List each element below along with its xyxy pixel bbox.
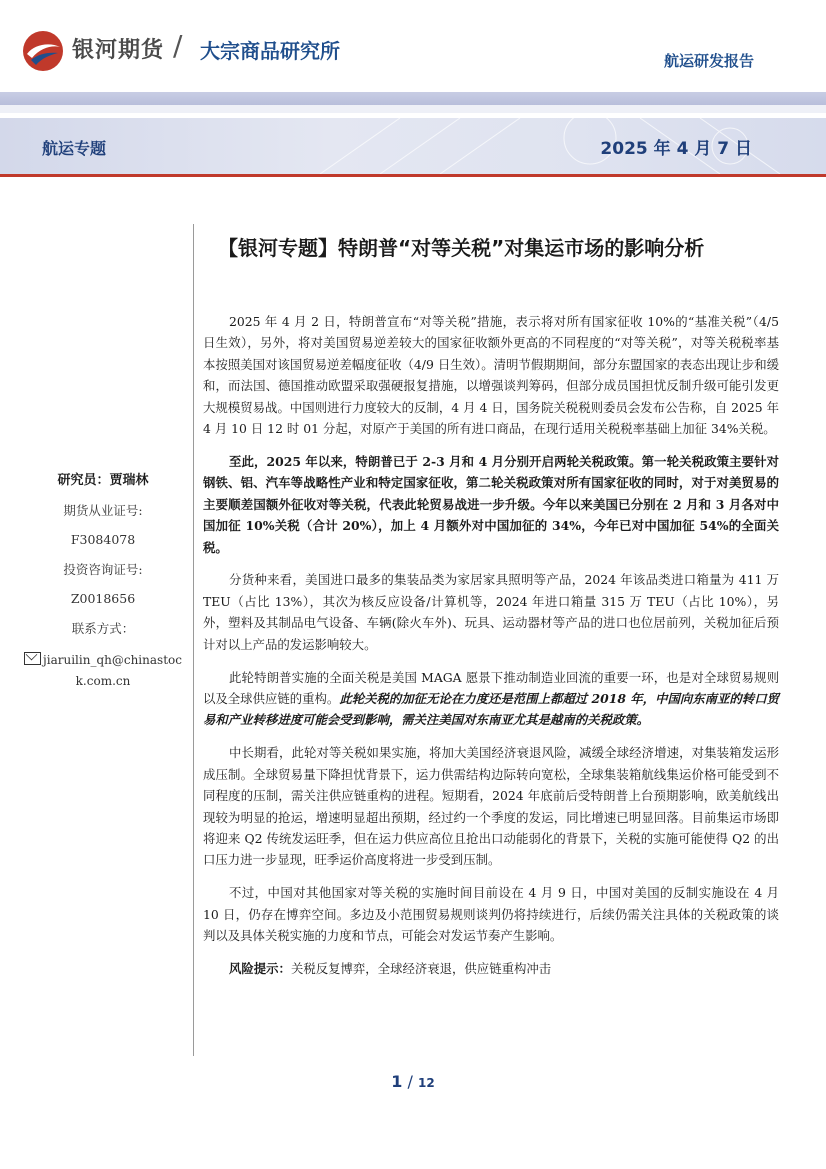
license-label: 期货从业证号: [63, 503, 143, 518]
page-current: 1 [391, 1072, 403, 1091]
report-body [203, 311, 779, 991]
column-divider [193, 224, 194, 1056]
header-stripe-light [0, 105, 826, 113]
risk-text: 关税反复博弈，全球经济衰退，供应链重构冲击 [290, 960, 552, 976]
header-stripe [0, 92, 826, 105]
risk-note [203, 958, 779, 979]
report-title: 【银河专题】特朗普“对等关税”对集运市场的影响分析 [218, 236, 705, 260]
consult-value: Z0018656 [70, 591, 136, 606]
paragraph-2: 至此，2025 年以来，特朗普已于 2-3 月和 4 月分别开启两轮关税政策。第一轮关税政策主要针对钢铁、铝、汽车等战略性产业和特定国家征收，第二轮关税政策对所有国家征收的同时，对于对美贸易的主要顺差国额外征收对等关税，代表此轮贸易战进一步升级。今年以来美国已分别在 2 月和 3 月各对中国加征 10%关税（合计 20%），加上 4 月额外对中国加征的 34%，今年已对中国加征 54%的全面关税。 [203, 453, 779, 555]
contact-label: 联系方式： [71, 621, 135, 636]
page-separator: / [407, 1072, 413, 1091]
risk-label: 风险提示： [229, 960, 291, 976]
page-total: 12 [418, 1076, 435, 1090]
paragraph-4-emphasis: 此轮关税的加征无论在力度还是范围上都超过 2018 年，中国向东南亚的转口贸易和产业转移进度可能会受到影响，需关注美国对东南亚尤其是越南的关税政策。 [203, 691, 779, 728]
paragraph-4 [203, 667, 779, 731]
paragraph-3: 分货种来看，美国进口最多的集装品类为家居家具照明等产品，2024 年该品类进口箱量为 411 万 TEU（占比 13%），其次为核反应设备/计算机等，2024 年进口箱量 315 万 TEU（占比 10%），另外，塑料及其制品电气设备、车辆(除火车外)、玩具、运动器材等产品的进口也位居前列，关税加征后预计对以上产品的发运影响较大。 [203, 572, 779, 652]
email-line-2: k.com.cn [75, 674, 131, 688]
paragraph-5: 中长期看，此轮对等关税如果实施，将加大美国经济衰退风险，减缓全球经济增速，对集装箱发运形成压制。全球贸易量下降担忧背景下，运力供需结构边际转向宽松，全球集装箱航线集运价格可能受到不同程度的压制，需关注供应链重构的进程。短期看，2024 年底前后受特朗普上台预期影响，欧美航线出现较为明显的抢运，增速明显超出预期，经过约一个季度的发运，同比增速已明显回落。目前集运市场即将迎来 Q2 传统发运旺季，但在运力供应高位且抢出口动能弱化的背景下，关税的实施可能使得 Q2 的出口压力进一步显现，旺季运价高度将进一步受到压制。 [203, 745, 779, 868]
page-number [0, 1072, 826, 1091]
section-tag: 航运专题 [42, 139, 107, 158]
license-value: F3084078 [70, 532, 136, 547]
band-divider [0, 174, 826, 177]
mail-icon [24, 652, 41, 665]
brand-name: 银河期货 [72, 38, 165, 63]
page-header [0, 0, 826, 92]
author-sidebar [18, 469, 188, 692]
institute-name: 大宗商品研究所 [200, 39, 340, 63]
consult-label: 投资咨询证号: [63, 562, 143, 577]
email-contact[interactable] [18, 650, 188, 692]
brand-separator: / [173, 29, 183, 62]
researcher-name: 研究员：贾瑞林 [57, 473, 149, 488]
paragraph-6: 不过，中国对其他国家对等关税的实施时间目前设在 4 月 9 日，中国对美国的反制实施设在 4 月 10 日，仍存在博弈空间。多边及小范围贸易规则谈判仍将持续进行，后续仍需关注具体的关税政策的谈判以及具体关税实施的力度和节点，可能会对发运节奏产生影响。 [203, 885, 779, 944]
paragraph-4-normal: 此轮特朗普实施的全面关税是美国 MAGA 愿景下推动制造业回流的重要一环，也是对全球贸易规则以及全球供应链的重构。 [203, 669, 779, 706]
paragraph-1: 2025 年 4 月 2 日，特朗普宣布“对等关税”措施，表示将对所有国家征收 10%的“基准关税”（4/5 日生效），另外，将对美国贸易逆差较大的国家征收额外更高的不同程度的“对等关税”，对等关税税率基本按照美国对该国贸易逆差幅度征收（4/9 日生效）。清明节假期期间，部分东盟国家的表态出现让步和缓和，而法国、德国推动欧盟采取强硬报复措施，以增强谈判筹码，但部分成员国担忧反制升级可能引发更大规模贸易战。中国则进行力度较大的反制，4 月 4 日，国务院关税税则委员会发布公告称，自 2025 年 4 月 10 日 12 时 01 分起，对原产于美国的所有进口商品，在现行适用关税税率基础上加征 34%关税。 [203, 314, 779, 437]
report-date: 2025 年 4 月 7 日 [600, 139, 752, 159]
galaxy-logo-icon [22, 30, 64, 72]
email-line-1: jiaruilin_qh@chinastoc [43, 653, 182, 667]
report-type: 航运研发报告 [663, 52, 754, 70]
